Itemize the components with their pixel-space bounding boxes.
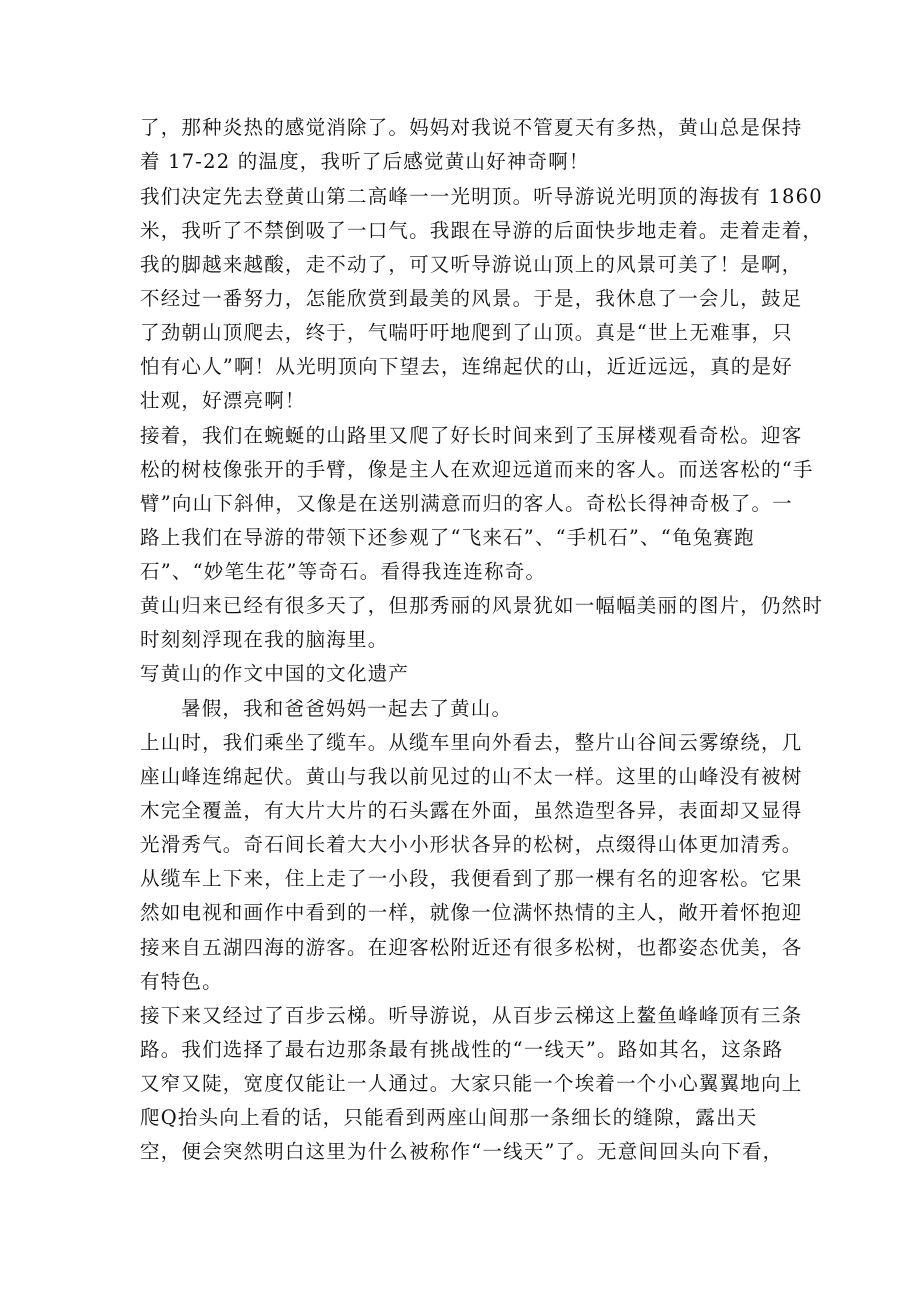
text-line: 怕有心人”啊！从光明顶向下望去，连绵起伏的山，近近远远，真的是好	[140, 355, 793, 378]
text-line: 从缆车上下来，住上走了一小段，我便看到了那一棵有名的迎客松。它果	[140, 867, 803, 890]
text-line: 又窄又陡，宽度仅能让一人通过。大家只能一个埃着一个小心翼翼地向上	[140, 1072, 803, 1095]
text-line: 松的树枝像张开的手臂，像是主人在欢迎远道而来的客人。而送客松的“手	[140, 458, 814, 481]
text-line: 接下来又经过了百步云梯。听导游说，从百步云梯这上鳌鱼峰峰顶有三条	[140, 1004, 803, 1027]
text-line: 上山时，我们乘坐了缆车。从缆车里向外看去，整片山谷间云雾缭绕，几	[140, 731, 803, 754]
text-line: 路上我们在导游的带领下还参观了“飞来石”、“手机石”、“龟兔赛跑	[140, 526, 755, 549]
text-line: 我的脚越来越酸，走不动了，可又听导游说山顶上的风景可美了！是啊，	[140, 253, 803, 276]
text-line: 木完全覆盖，有大片大片的石头露在外面，虽然造型各异，表面却又显得	[140, 799, 803, 822]
text-line: 有特色。	[140, 970, 223, 993]
text-line: 着 17-22 的温度，我听了后感觉黄山好神奇啊！	[140, 150, 590, 173]
text-line: 壮观，好漂亮啊！	[140, 389, 306, 412]
section-heading: 写黄山的作文中国的文化遗产	[140, 662, 410, 685]
text-line: 了劲朝山顶爬去，终于，气喘吁吁地爬到了山顶。真是“世上无难事，只	[140, 321, 793, 344]
text-line: 不经过一番努力，怎能欣赏到最美的风景。于是，我休息了一会儿，鼓足	[140, 287, 803, 310]
text-line: 然如电视和画作中看到的一样，就像一位满怀热情的主人，敞开着怀抱迎	[140, 901, 803, 924]
text-line: 米，我听了不禁倒吸了一口气。我跟在导游的后面快步地走着。走着走着，	[140, 219, 824, 242]
text-line: 石”、“妙笔生花”等奇石。看得我连连称奇。	[140, 560, 547, 583]
text-line: 时刻刻浮现在我的脑海里。	[140, 628, 389, 651]
text-line: 了，那种炎热的感觉消除了。妈妈对我说不管夏天有多热，黄山总是保持	[140, 116, 803, 139]
text-line: 接来自五湖四海的游客。在迎客松附近还有很多松树，也都姿态优美，各	[140, 936, 803, 959]
text-line: 空，便会突然明白这里为什么被称作“一线天”了。无意间回头向下看，	[140, 1140, 784, 1163]
text-line: 爬Q抬头向上看的话，只能看到两座山间那一条细长的缝隙，露出天	[140, 1106, 758, 1129]
text-line: 我们决定先去登黄山第二高峰一一光明顶。听导游说光明顶的海拔有 1860	[140, 185, 823, 208]
text-line: 暑假，我和爸爸妈妈一起去了黄山。	[181, 697, 513, 720]
text-line: 座山峰连绵起伏。黄山与我以前见过的山不太一样。这里的山峰没有被树	[140, 765, 803, 788]
text-line: 光滑秀气。奇石间长着大大小小形状各异的松树，点缀得山体更加清秀。	[140, 833, 803, 856]
text-line: 路。我们选择了最右边那条最有挑战性的“一线天”。路如其名，这条路	[140, 1038, 784, 1061]
text-line: 臂”向山下斜伸，又像是在送别满意而归的客人。奇松长得神奇极了。一	[140, 492, 793, 515]
text-line: 黄山归来已经有很多天了，但那秀丽的风景犹如一幅幅美丽的图片，仍然时	[140, 594, 824, 617]
text-line: 接着，我们在蜿蜒的山路里又爬了好长时间来到了玉屏楼观看奇松。迎客	[140, 424, 803, 447]
